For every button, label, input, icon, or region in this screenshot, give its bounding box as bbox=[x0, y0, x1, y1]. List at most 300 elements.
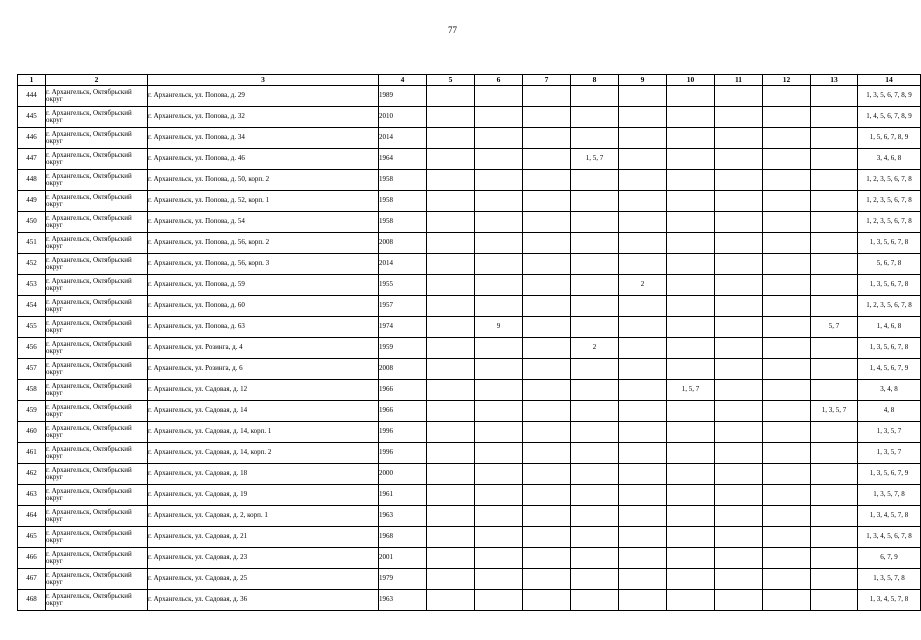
year-cell: 2014 bbox=[379, 254, 427, 275]
table-row bbox=[18, 86, 921, 107]
col8-cell bbox=[571, 212, 619, 233]
col8-cell bbox=[571, 506, 619, 527]
table-row bbox=[18, 317, 921, 338]
col6-cell bbox=[475, 233, 523, 254]
col11-cell bbox=[715, 149, 763, 170]
col7-cell bbox=[523, 233, 571, 254]
col5-cell bbox=[427, 212, 475, 233]
col10-cell bbox=[667, 128, 715, 149]
col12-cell bbox=[763, 170, 811, 191]
year-cell: 2008 bbox=[379, 359, 427, 380]
col11-cell bbox=[715, 254, 763, 275]
col6-cell bbox=[475, 590, 523, 611]
col8-cell bbox=[571, 128, 619, 149]
col11-cell bbox=[715, 107, 763, 128]
col14-cell: 1, 3, 5, 7 bbox=[858, 422, 921, 443]
col13-cell: 5, 7 bbox=[811, 317, 858, 338]
row-number-cell: 466 bbox=[18, 548, 46, 569]
col12-cell bbox=[763, 464, 811, 485]
col10-cell bbox=[667, 86, 715, 107]
col14-cell: 1, 3, 5, 7, 8 bbox=[858, 485, 921, 506]
col11-cell bbox=[715, 464, 763, 485]
col5-cell bbox=[427, 338, 475, 359]
table-row bbox=[18, 191, 921, 212]
registry-table bbox=[17, 74, 921, 611]
col5-cell bbox=[427, 170, 475, 191]
col10-cell bbox=[667, 191, 715, 212]
col5-cell bbox=[427, 590, 475, 611]
col12-cell bbox=[763, 380, 811, 401]
col11-cell bbox=[715, 422, 763, 443]
col10-cell bbox=[667, 590, 715, 611]
col11-cell bbox=[715, 296, 763, 317]
col12-cell bbox=[763, 590, 811, 611]
column-header-2: 2 bbox=[46, 75, 148, 86]
table-row bbox=[18, 170, 921, 191]
year-cell: 1996 bbox=[379, 443, 427, 464]
year-cell: 1966 bbox=[379, 380, 427, 401]
col14-cell: 1, 3, 4, 5, 6, 7, 8 bbox=[858, 527, 921, 548]
col11-cell bbox=[715, 338, 763, 359]
col9-cell bbox=[619, 128, 667, 149]
address-cell: г. Архангельск, ул. Попова, д. 59 bbox=[148, 275, 379, 296]
column-header-13: 13 bbox=[811, 75, 858, 86]
page-number: 77 bbox=[448, 25, 457, 35]
col6-cell bbox=[475, 338, 523, 359]
col11-cell bbox=[715, 590, 763, 611]
row-number-cell: 464 bbox=[18, 506, 46, 527]
column-header-3: 3 bbox=[148, 75, 379, 86]
col11-cell bbox=[715, 170, 763, 191]
col10-cell bbox=[667, 275, 715, 296]
col6-cell bbox=[475, 86, 523, 107]
col13-cell bbox=[811, 548, 858, 569]
col13-cell bbox=[811, 527, 858, 548]
table-row bbox=[18, 590, 921, 611]
col7-cell bbox=[523, 254, 571, 275]
table-row bbox=[18, 527, 921, 548]
col14-cell: 3, 4, 6, 8 bbox=[858, 149, 921, 170]
address-cell: г. Архангельск, ул. Попова, д. 32 bbox=[148, 107, 379, 128]
col5-cell bbox=[427, 296, 475, 317]
col5-cell bbox=[427, 380, 475, 401]
col8-cell: 1, 5, 7 bbox=[571, 149, 619, 170]
address-cell: г. Архангельск, ул. Попова, д. 56, корп. 3 bbox=[148, 254, 379, 275]
col10-cell bbox=[667, 254, 715, 275]
col13-cell bbox=[811, 485, 858, 506]
col13-cell bbox=[811, 212, 858, 233]
col11-cell bbox=[715, 191, 763, 212]
row-number-cell: 461 bbox=[18, 443, 46, 464]
col7-cell bbox=[523, 296, 571, 317]
row-number-cell: 449 bbox=[18, 191, 46, 212]
district-cell: г. Архангельск, Октябрьский округ bbox=[46, 296, 148, 317]
district-cell: г. Архангельск, Октябрьский округ bbox=[46, 506, 148, 527]
col9-cell bbox=[619, 527, 667, 548]
col13-cell bbox=[811, 128, 858, 149]
col6-cell bbox=[475, 380, 523, 401]
district-cell: г. Архангельск, Октябрьский округ bbox=[46, 338, 148, 359]
table-row bbox=[18, 506, 921, 527]
year-cell: 1961 bbox=[379, 485, 427, 506]
col14-cell: 1, 3, 5, 6, 7, 9 bbox=[858, 464, 921, 485]
year-cell: 1959 bbox=[379, 338, 427, 359]
col8-cell bbox=[571, 422, 619, 443]
row-number-cell: 452 bbox=[18, 254, 46, 275]
col14-cell: 5, 6, 7, 8 bbox=[858, 254, 921, 275]
col12-cell bbox=[763, 107, 811, 128]
col5-cell bbox=[427, 233, 475, 254]
col5-cell bbox=[427, 422, 475, 443]
column-header-5: 5 bbox=[427, 75, 475, 86]
year-cell: 1989 bbox=[379, 86, 427, 107]
col6-cell bbox=[475, 422, 523, 443]
col7-cell bbox=[523, 401, 571, 422]
col13-cell bbox=[811, 275, 858, 296]
col7-cell bbox=[523, 443, 571, 464]
year-cell: 1957 bbox=[379, 296, 427, 317]
table-header-row bbox=[18, 75, 921, 86]
row-number-cell: 458 bbox=[18, 380, 46, 401]
col7-cell bbox=[523, 107, 571, 128]
col9-cell bbox=[619, 359, 667, 380]
col10-cell bbox=[667, 485, 715, 506]
address-cell: г. Архангельск, ул. Садовая, д. 21 bbox=[148, 527, 379, 548]
col9-cell bbox=[619, 590, 667, 611]
col7-cell bbox=[523, 548, 571, 569]
col9-cell bbox=[619, 170, 667, 191]
table-row bbox=[18, 485, 921, 506]
column-header-1: 1 bbox=[18, 75, 46, 86]
row-number-cell: 456 bbox=[18, 338, 46, 359]
col7-cell bbox=[523, 149, 571, 170]
table-row bbox=[18, 275, 921, 296]
col14-cell: 1, 4, 5, 6, 7, 8, 9 bbox=[858, 107, 921, 128]
col6-cell bbox=[475, 212, 523, 233]
col12-cell bbox=[763, 233, 811, 254]
col7-cell bbox=[523, 506, 571, 527]
row-number-cell: 451 bbox=[18, 233, 46, 254]
col6-cell bbox=[475, 464, 523, 485]
col8-cell: 2 bbox=[571, 338, 619, 359]
col14-cell: 1, 4, 6, 8 bbox=[858, 317, 921, 338]
district-cell: г. Архангельск, Октябрьский округ bbox=[46, 128, 148, 149]
col11-cell bbox=[715, 86, 763, 107]
col10-cell bbox=[667, 170, 715, 191]
col6-cell bbox=[475, 443, 523, 464]
col11-cell bbox=[715, 485, 763, 506]
col8-cell bbox=[571, 485, 619, 506]
table-row bbox=[18, 548, 921, 569]
col9-cell bbox=[619, 212, 667, 233]
col6-cell bbox=[475, 254, 523, 275]
col10-cell bbox=[667, 401, 715, 422]
col13-cell bbox=[811, 338, 858, 359]
col11-cell bbox=[715, 233, 763, 254]
col13-cell bbox=[811, 254, 858, 275]
col11-cell bbox=[715, 443, 763, 464]
col13-cell bbox=[811, 191, 858, 212]
col14-cell: 4, 8 bbox=[858, 401, 921, 422]
col9-cell bbox=[619, 296, 667, 317]
col9-cell bbox=[619, 149, 667, 170]
col6-cell bbox=[475, 359, 523, 380]
table-row bbox=[18, 233, 921, 254]
col7-cell bbox=[523, 170, 571, 191]
address-cell: г. Архангельск, ул. Попова, д. 56, корп. 2 bbox=[148, 233, 379, 254]
col14-cell: 1, 3, 5, 6, 7, 8 bbox=[858, 338, 921, 359]
col9-cell bbox=[619, 338, 667, 359]
district-cell: г. Архангельск, Октябрьский округ bbox=[46, 590, 148, 611]
col9-cell bbox=[619, 86, 667, 107]
address-cell: г. Архангельск, ул. Садовая, д. 36 bbox=[148, 590, 379, 611]
col9-cell: 2 bbox=[619, 275, 667, 296]
year-cell: 2010 bbox=[379, 107, 427, 128]
col8-cell bbox=[571, 296, 619, 317]
col7-cell bbox=[523, 464, 571, 485]
col13-cell bbox=[811, 86, 858, 107]
col10-cell bbox=[667, 233, 715, 254]
address-cell: г. Архангельск, ул. Садовая, д. 18 bbox=[148, 464, 379, 485]
col12-cell bbox=[763, 401, 811, 422]
col5-cell bbox=[427, 317, 475, 338]
col10-cell bbox=[667, 527, 715, 548]
col5-cell bbox=[427, 401, 475, 422]
address-cell: г. Архангельск, ул. Садовая, д. 12 bbox=[148, 380, 379, 401]
col8-cell bbox=[571, 107, 619, 128]
col7-cell bbox=[523, 317, 571, 338]
district-cell: г. Архангельск, Октябрьский округ bbox=[46, 275, 148, 296]
col12-cell bbox=[763, 275, 811, 296]
col11-cell bbox=[715, 317, 763, 338]
district-cell: г. Архангельск, Октябрьский округ bbox=[46, 380, 148, 401]
col7-cell bbox=[523, 191, 571, 212]
table-row bbox=[18, 254, 921, 275]
col12-cell bbox=[763, 443, 811, 464]
row-number-cell: 446 bbox=[18, 128, 46, 149]
col9-cell bbox=[619, 569, 667, 590]
year-cell: 1963 bbox=[379, 590, 427, 611]
col6-cell bbox=[475, 191, 523, 212]
col14-cell: 1, 2, 3, 5, 6, 7, 8 bbox=[858, 296, 921, 317]
table-row bbox=[18, 128, 921, 149]
year-cell: 1958 bbox=[379, 212, 427, 233]
district-cell: г. Архангельск, Октябрьский округ bbox=[46, 527, 148, 548]
row-number-cell: 459 bbox=[18, 401, 46, 422]
col7-cell bbox=[523, 275, 571, 296]
district-cell: г. Архангельск, Октябрьский округ bbox=[46, 443, 148, 464]
col14-cell: 1, 3, 5, 6, 7, 8, 9 bbox=[858, 86, 921, 107]
col5-cell bbox=[427, 86, 475, 107]
year-cell: 1958 bbox=[379, 170, 427, 191]
year-cell: 1955 bbox=[379, 275, 427, 296]
col6-cell bbox=[475, 527, 523, 548]
col6-cell bbox=[475, 128, 523, 149]
table-row bbox=[18, 380, 921, 401]
col13-cell bbox=[811, 107, 858, 128]
col10-cell bbox=[667, 569, 715, 590]
col12-cell bbox=[763, 317, 811, 338]
year-cell: 2014 bbox=[379, 128, 427, 149]
col14-cell: 1, 3, 5, 7 bbox=[858, 443, 921, 464]
table-row bbox=[18, 443, 921, 464]
col12-cell bbox=[763, 296, 811, 317]
col5-cell bbox=[427, 464, 475, 485]
col14-cell: 1, 5, 6, 7, 8, 9 bbox=[858, 128, 921, 149]
col9-cell bbox=[619, 485, 667, 506]
col13-cell bbox=[811, 464, 858, 485]
address-cell: г. Архангельск, ул. Садовая, д. 14, корп. 1 bbox=[148, 422, 379, 443]
col6-cell bbox=[475, 401, 523, 422]
address-cell: г. Архангельск, ул. Попова, д. 29 bbox=[148, 86, 379, 107]
col14-cell: 1, 3, 5, 6, 7, 8 bbox=[858, 233, 921, 254]
year-cell: 2008 bbox=[379, 233, 427, 254]
col10-cell bbox=[667, 212, 715, 233]
row-number-cell: 448 bbox=[18, 170, 46, 191]
district-cell: г. Архангельск, Октябрьский округ bbox=[46, 233, 148, 254]
col5-cell bbox=[427, 527, 475, 548]
col14-cell: 1, 2, 3, 5, 6, 7, 8 bbox=[858, 191, 921, 212]
col6-cell bbox=[475, 485, 523, 506]
address-cell: г. Архангельск, ул. Попова, д. 63 bbox=[148, 317, 379, 338]
col5-cell bbox=[427, 275, 475, 296]
col9-cell bbox=[619, 401, 667, 422]
col12-cell bbox=[763, 212, 811, 233]
col6-cell: 9 bbox=[475, 317, 523, 338]
col11-cell bbox=[715, 380, 763, 401]
col10-cell bbox=[667, 422, 715, 443]
col12-cell bbox=[763, 86, 811, 107]
col5-cell bbox=[427, 107, 475, 128]
address-cell: г. Архангельск, ул. Попова, д. 46 bbox=[148, 149, 379, 170]
col12-cell bbox=[763, 338, 811, 359]
col9-cell bbox=[619, 317, 667, 338]
col12-cell bbox=[763, 422, 811, 443]
col14-cell: 1, 4, 5, 6, 7, 9 bbox=[858, 359, 921, 380]
col5-cell bbox=[427, 254, 475, 275]
district-cell: г. Архангельск, Октябрьский округ bbox=[46, 569, 148, 590]
col11-cell bbox=[715, 527, 763, 548]
col6-cell bbox=[475, 149, 523, 170]
column-header-6: 6 bbox=[475, 75, 523, 86]
table-row bbox=[18, 338, 921, 359]
col14-cell: 1, 2, 3, 5, 6, 7, 8 bbox=[858, 212, 921, 233]
col11-cell bbox=[715, 506, 763, 527]
row-number-cell: 457 bbox=[18, 359, 46, 380]
row-number-cell: 465 bbox=[18, 527, 46, 548]
col10-cell bbox=[667, 548, 715, 569]
table-row bbox=[18, 569, 921, 590]
row-number-cell: 468 bbox=[18, 590, 46, 611]
district-cell: г. Архангельск, Октябрьский округ bbox=[46, 212, 148, 233]
col5-cell bbox=[427, 506, 475, 527]
year-cell: 1979 bbox=[379, 569, 427, 590]
col12-cell bbox=[763, 506, 811, 527]
row-number-cell: 453 bbox=[18, 275, 46, 296]
address-cell: г. Архангельск, ул. Садовая, д. 25 bbox=[148, 569, 379, 590]
district-cell: г. Архангельск, Октябрьский округ bbox=[46, 254, 148, 275]
col8-cell bbox=[571, 86, 619, 107]
col9-cell bbox=[619, 464, 667, 485]
address-cell: г. Архангельск, ул. Розинга, д. 6 bbox=[148, 359, 379, 380]
col11-cell bbox=[715, 128, 763, 149]
col12-cell bbox=[763, 191, 811, 212]
col7-cell bbox=[523, 212, 571, 233]
col8-cell bbox=[571, 380, 619, 401]
year-cell: 1958 bbox=[379, 191, 427, 212]
col9-cell bbox=[619, 506, 667, 527]
column-header-8: 8 bbox=[571, 75, 619, 86]
column-header-7: 7 bbox=[523, 75, 571, 86]
col13-cell bbox=[811, 296, 858, 317]
col8-cell bbox=[571, 275, 619, 296]
col8-cell bbox=[571, 590, 619, 611]
col11-cell bbox=[715, 401, 763, 422]
col7-cell bbox=[523, 380, 571, 401]
address-cell: г. Архангельск, ул. Розинга, д. 4 bbox=[148, 338, 379, 359]
col10-cell bbox=[667, 296, 715, 317]
table-row bbox=[18, 401, 921, 422]
column-header-14: 14 bbox=[858, 75, 921, 86]
address-cell: г. Архангельск, ул. Садовая, д. 2, корп. 1 bbox=[148, 506, 379, 527]
row-number-cell: 467 bbox=[18, 569, 46, 590]
row-number-cell: 460 bbox=[18, 422, 46, 443]
col8-cell bbox=[571, 548, 619, 569]
address-cell: г. Архангельск, ул. Попова, д. 50, корп. 2 bbox=[148, 170, 379, 191]
col10-cell bbox=[667, 338, 715, 359]
col7-cell bbox=[523, 128, 571, 149]
col7-cell bbox=[523, 527, 571, 548]
col12-cell bbox=[763, 149, 811, 170]
col8-cell bbox=[571, 359, 619, 380]
year-cell: 1974 bbox=[379, 317, 427, 338]
col6-cell bbox=[475, 275, 523, 296]
col9-cell bbox=[619, 422, 667, 443]
col14-cell: 3, 4, 8 bbox=[858, 380, 921, 401]
col13-cell bbox=[811, 590, 858, 611]
address-cell: г. Архангельск, ул. Садовая, д. 14 bbox=[148, 401, 379, 422]
col13-cell bbox=[811, 443, 858, 464]
district-cell: г. Архангельск, Октябрьский округ bbox=[46, 107, 148, 128]
col9-cell bbox=[619, 548, 667, 569]
col13-cell bbox=[811, 149, 858, 170]
col5-cell bbox=[427, 569, 475, 590]
col8-cell bbox=[571, 254, 619, 275]
col14-cell: 1, 3, 4, 5, 7, 8 bbox=[858, 506, 921, 527]
address-cell: г. Архангельск, ул. Попова, д. 52, корп. 1 bbox=[148, 191, 379, 212]
col5-cell bbox=[427, 149, 475, 170]
table-body bbox=[18, 86, 921, 611]
col8-cell bbox=[571, 191, 619, 212]
col10-cell bbox=[667, 107, 715, 128]
row-number-cell: 454 bbox=[18, 296, 46, 317]
col9-cell bbox=[619, 254, 667, 275]
year-cell: 1963 bbox=[379, 506, 427, 527]
col14-cell: 1, 3, 5, 6, 7, 8 bbox=[858, 275, 921, 296]
address-cell: г. Архангельск, ул. Попова, д. 54 bbox=[148, 212, 379, 233]
table-row bbox=[18, 359, 921, 380]
col13-cell bbox=[811, 359, 858, 380]
col6-cell bbox=[475, 170, 523, 191]
row-number-cell: 462 bbox=[18, 464, 46, 485]
col14-cell: 6, 7, 9 bbox=[858, 548, 921, 569]
col6-cell bbox=[475, 548, 523, 569]
col8-cell bbox=[571, 401, 619, 422]
year-cell: 1968 bbox=[379, 527, 427, 548]
table-row bbox=[18, 149, 921, 170]
district-cell: г. Архангельск, Октябрьский округ bbox=[46, 317, 148, 338]
col8-cell bbox=[571, 569, 619, 590]
